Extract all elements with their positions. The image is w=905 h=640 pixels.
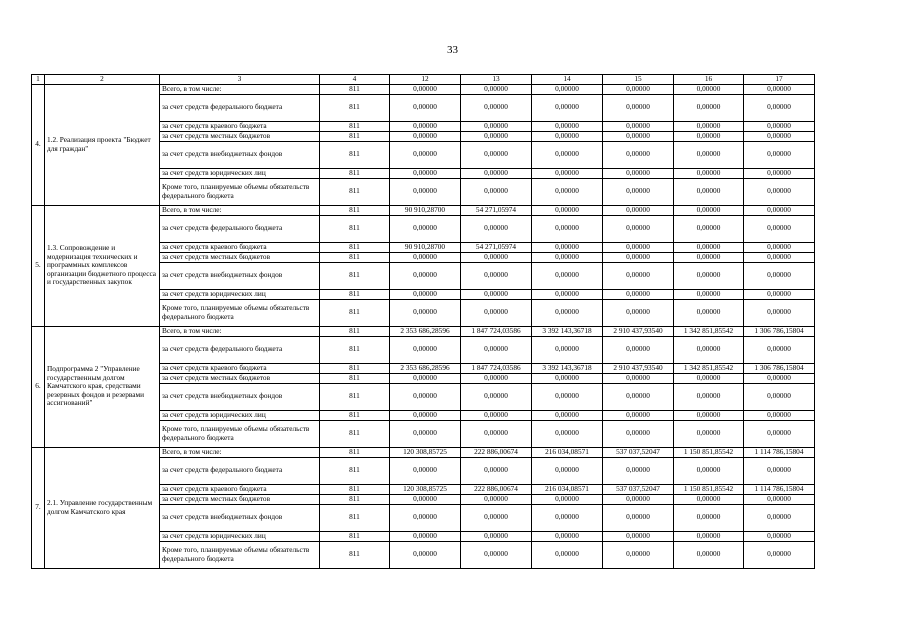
header-cell: 16 (674, 75, 744, 85)
budget-code: 811 (320, 363, 390, 373)
amount-cell: 0,00000 (532, 457, 603, 484)
amount-cell: 0,00000 (461, 494, 532, 504)
amount-cell: 0,00000 (532, 299, 603, 326)
amount-cell: 0,00000 (674, 215, 744, 242)
amount-cell: 537 037,52047 (603, 484, 674, 494)
funding-source: за счет средств юридических лиц (160, 410, 320, 420)
amount-cell: 0,00000 (674, 178, 744, 205)
amount-cell: 0,00000 (603, 94, 674, 121)
amount-cell: 0,00000 (744, 84, 815, 94)
amount-cell: 1 342 851,85542 (674, 326, 744, 336)
amount-cell: 0,00000 (461, 262, 532, 289)
page-number: 33 (447, 44, 458, 56)
budget-code: 811 (320, 121, 390, 131)
amount-cell: 0,00000 (390, 383, 461, 410)
funding-source: за счет средств внебюджетных фондов (160, 504, 320, 531)
budget-code: 811 (320, 178, 390, 205)
amount-cell: 0,00000 (674, 252, 744, 262)
amount-cell: 0,00000 (390, 178, 461, 205)
amount-cell: 0,00000 (532, 242, 603, 252)
funding-source: за счет средств краевого бюджета (160, 484, 320, 494)
amount-cell: 0,00000 (603, 373, 674, 383)
amount-cell: 1 114 786,15804 (744, 447, 815, 457)
amount-cell: 0,00000 (532, 141, 603, 168)
amount-cell: 0,00000 (744, 262, 815, 289)
budget-code: 811 (320, 205, 390, 215)
funding-source: за счет средств федерального бюджета (160, 336, 320, 363)
amount-cell: 0,00000 (674, 121, 744, 131)
amount-cell: 0,00000 (390, 262, 461, 289)
amount-cell: 0,00000 (603, 494, 674, 504)
budget-code: 811 (320, 383, 390, 410)
amount-cell: 0,00000 (390, 252, 461, 262)
amount-cell: 0,00000 (532, 504, 603, 531)
amount-cell: 2 910 437,93540 (603, 326, 674, 336)
amount-cell: 120 308,85725 (390, 447, 461, 457)
row-index: 5. (32, 205, 45, 326)
amount-cell: 0,00000 (744, 205, 815, 215)
header-cell: 2 (45, 75, 160, 85)
amount-cell: 0,00000 (744, 242, 815, 252)
amount-cell: 0,00000 (532, 541, 603, 568)
amount-cell: 0,00000 (674, 457, 744, 484)
amount-cell: 0,00000 (674, 383, 744, 410)
header-cell: 13 (461, 75, 532, 85)
budget-code: 811 (320, 141, 390, 168)
budget-code: 811 (320, 410, 390, 420)
amount-cell: 0,00000 (532, 289, 603, 299)
funding-source: за счет средств краевого бюджета (160, 121, 320, 131)
funding-source: за счет средств федерального бюджета (160, 94, 320, 121)
amount-cell: 0,00000 (744, 531, 815, 541)
budget-code: 811 (320, 504, 390, 531)
funding-source: за счет средств внебюджетных фондов (160, 262, 320, 289)
funding-source: Кроме того, планируемые объемы обязательств федерального бюджета (160, 541, 320, 568)
budget-code: 811 (320, 131, 390, 141)
amount-cell: 0,00000 (532, 531, 603, 541)
budget-code: 811 (320, 494, 390, 504)
budget-code: 811 (320, 541, 390, 568)
amount-cell: 0,00000 (390, 420, 461, 447)
amount-cell: 0,00000 (603, 178, 674, 205)
amount-cell: 0,00000 (461, 383, 532, 410)
amount-cell: 0,00000 (744, 373, 815, 383)
amount-cell: 0,00000 (390, 299, 461, 326)
amount-cell: 0,00000 (603, 262, 674, 289)
amount-cell: 0,00000 (461, 457, 532, 484)
amount-cell: 1 342 851,85542 (674, 363, 744, 373)
amount-cell: 120 308,85725 (390, 484, 461, 494)
amount-cell: 0,00000 (744, 121, 815, 131)
amount-cell: 0,00000 (461, 178, 532, 205)
amount-cell: 0,00000 (744, 420, 815, 447)
row-index: 7. (32, 447, 45, 568)
amount-cell: 0,00000 (390, 141, 461, 168)
amount-cell: 0,00000 (532, 252, 603, 262)
amount-cell: 1 847 724,03586 (461, 326, 532, 336)
amount-cell: 0,00000 (532, 494, 603, 504)
funding-source: за счет средств федерального бюджета (160, 457, 320, 484)
budget-code: 811 (320, 289, 390, 299)
amount-cell: 0,00000 (390, 336, 461, 363)
funding-source: за счет средств юридических лиц (160, 531, 320, 541)
budget-code: 811 (320, 531, 390, 541)
budget-code: 811 (320, 94, 390, 121)
amount-cell: 0,00000 (461, 252, 532, 262)
amount-cell: 0,00000 (532, 336, 603, 363)
amount-cell: 222 886,00674 (461, 447, 532, 457)
amount-cell: 0,00000 (603, 84, 674, 94)
table-row (32, 326, 815, 336)
amount-cell: 0,00000 (603, 131, 674, 141)
amount-cell: 0,00000 (532, 168, 603, 178)
amount-cell: 0,00000 (461, 410, 532, 420)
amount-cell: 54 271,05974 (461, 205, 532, 215)
amount-cell: 1 114 786,15804 (744, 484, 815, 494)
funding-source: за счет средств местных бюджетов (160, 131, 320, 141)
amount-cell: 0,00000 (744, 336, 815, 363)
amount-cell: 0,00000 (461, 121, 532, 131)
amount-cell: 0,00000 (461, 94, 532, 121)
amount-cell: 0,00000 (390, 373, 461, 383)
table-row (32, 447, 815, 457)
amount-cell: 1 847 724,03586 (461, 363, 532, 373)
amount-cell: 0,00000 (744, 383, 815, 410)
amount-cell: 0,00000 (461, 420, 532, 447)
header-row (32, 75, 815, 85)
amount-cell: 0,00000 (603, 252, 674, 262)
amount-cell: 0,00000 (390, 289, 461, 299)
program-name: 2.1. Управление государственным долгом Камчатского края (45, 447, 160, 568)
header-cell: 14 (532, 75, 603, 85)
amount-cell: 0,00000 (603, 457, 674, 484)
budget-code: 811 (320, 299, 390, 326)
funding-source: за счет средств местных бюджетов (160, 494, 320, 504)
funding-source: за счет средств краевого бюджета (160, 363, 320, 373)
funding-source: Кроме того, планируемые объемы обязательств федерального бюджета (160, 178, 320, 205)
amount-cell: 0,00000 (603, 336, 674, 363)
budget-code: 811 (320, 262, 390, 289)
budget-code: 811 (320, 420, 390, 447)
amount-cell: 0,00000 (744, 410, 815, 420)
amount-cell: 0,00000 (744, 178, 815, 205)
amount-cell: 90 910,28700 (390, 205, 461, 215)
budget-code: 811 (320, 252, 390, 262)
amount-cell: 0,00000 (532, 215, 603, 242)
amount-cell: 0,00000 (390, 94, 461, 121)
amount-cell: 0,00000 (390, 504, 461, 531)
funding-source: за счет средств юридических лиц (160, 289, 320, 299)
header-cell: 12 (390, 75, 461, 85)
amount-cell: 2 910 437,93540 (603, 363, 674, 373)
amount-cell: 0,00000 (390, 531, 461, 541)
amount-cell: 0,00000 (744, 541, 815, 568)
amount-cell: 0,00000 (461, 141, 532, 168)
amount-cell: 0,00000 (390, 494, 461, 504)
amount-cell: 0,00000 (674, 262, 744, 289)
amount-cell: 0,00000 (532, 121, 603, 131)
amount-cell: 0,00000 (390, 541, 461, 568)
header-cell: 17 (744, 75, 815, 85)
amount-cell: 2 353 686,28596 (390, 363, 461, 373)
amount-cell: 0,00000 (390, 410, 461, 420)
amount-cell: 1 306 786,15804 (744, 363, 815, 373)
amount-cell: 0,00000 (461, 541, 532, 568)
amount-cell: 0,00000 (744, 252, 815, 262)
budget-code: 811 (320, 457, 390, 484)
amount-cell: 0,00000 (674, 94, 744, 121)
row-index: 4. (32, 84, 45, 205)
amount-cell: 0,00000 (674, 410, 744, 420)
budget-code: 811 (320, 242, 390, 252)
amount-cell: 0,00000 (532, 410, 603, 420)
budget-code: 811 (320, 215, 390, 242)
amount-cell: 216 034,08571 (532, 447, 603, 457)
funding-source: Всего, в том числе: (160, 447, 320, 457)
budget-code: 811 (320, 84, 390, 94)
funding-source: Кроме того, планируемые объемы обязательств федерального бюджета (160, 299, 320, 326)
amount-cell: 0,00000 (603, 410, 674, 420)
amount-cell: 0,00000 (461, 373, 532, 383)
amount-cell: 0,00000 (390, 121, 461, 131)
amount-cell: 0,00000 (674, 420, 744, 447)
amount-cell: 0,00000 (674, 299, 744, 326)
amount-cell: 0,00000 (461, 299, 532, 326)
amount-cell: 0,00000 (674, 131, 744, 141)
amount-cell: 0,00000 (603, 121, 674, 131)
header-cell: 1 (32, 75, 45, 85)
table-row (32, 84, 815, 94)
row-index: 6. (32, 326, 45, 447)
funding-source: Всего, в том числе: (160, 326, 320, 336)
amount-cell: 3 392 143,36718 (532, 326, 603, 336)
amount-cell: 1 150 851,85542 (674, 484, 744, 494)
amount-cell: 0,00000 (674, 168, 744, 178)
amount-cell: 0,00000 (744, 504, 815, 531)
amount-cell: 0,00000 (744, 141, 815, 168)
amount-cell: 0,00000 (390, 131, 461, 141)
amount-cell: 216 034,08571 (532, 484, 603, 494)
amount-cell: 0,00000 (532, 373, 603, 383)
amount-cell: 0,00000 (603, 141, 674, 168)
amount-cell: 0,00000 (603, 205, 674, 215)
budget-code: 811 (320, 484, 390, 494)
amount-cell: 0,00000 (744, 131, 815, 141)
budget-table-body (32, 75, 815, 569)
header-cell: 3 (160, 75, 320, 85)
funding-source: за счет средств юридических лиц (160, 168, 320, 178)
funding-source: за счет средств местных бюджетов (160, 252, 320, 262)
amount-cell: 0,00000 (532, 420, 603, 447)
amount-cell: 0,00000 (461, 531, 532, 541)
funding-source: за счет средств краевого бюджета (160, 242, 320, 252)
amount-cell: 0,00000 (461, 289, 532, 299)
amount-cell: 0,00000 (744, 215, 815, 242)
amount-cell: 0,00000 (744, 494, 815, 504)
amount-cell: 0,00000 (674, 373, 744, 383)
funding-source: за счет средств федерального бюджета (160, 215, 320, 242)
amount-cell: 0,00000 (390, 168, 461, 178)
funding-source: Кроме того, планируемые объемы обязательств федерального бюджета (160, 420, 320, 447)
amount-cell: 3 392 143,36718 (532, 363, 603, 373)
budget-code: 811 (320, 326, 390, 336)
amount-cell: 222 886,00674 (461, 484, 532, 494)
amount-cell: 2 353 686,28596 (390, 326, 461, 336)
amount-cell: 0,00000 (674, 84, 744, 94)
amount-cell: 0,00000 (674, 541, 744, 568)
header-cell: 4 (320, 75, 390, 85)
amount-cell: 0,00000 (674, 289, 744, 299)
amount-cell: 0,00000 (603, 383, 674, 410)
amount-cell: 0,00000 (603, 242, 674, 252)
amount-cell: 0,00000 (461, 215, 532, 242)
funding-source: за счет средств внебюджетных фондов (160, 141, 320, 168)
funding-source: за счет средств внебюджетных фондов (160, 383, 320, 410)
amount-cell: 1 306 786,15804 (744, 326, 815, 336)
amount-cell: 0,00000 (744, 168, 815, 178)
amount-cell: 1 150 851,85542 (674, 447, 744, 457)
amount-cell: 0,00000 (532, 84, 603, 94)
amount-cell: 0,00000 (461, 131, 532, 141)
amount-cell: 0,00000 (461, 504, 532, 531)
amount-cell: 0,00000 (744, 299, 815, 326)
amount-cell: 0,00000 (744, 289, 815, 299)
amount-cell: 0,00000 (603, 541, 674, 568)
amount-cell: 0,00000 (744, 94, 815, 121)
program-name: 1.2. Реализация проекта "Бюджет для граждан" (45, 84, 160, 205)
amount-cell: 0,00000 (603, 531, 674, 541)
amount-cell: 0,00000 (603, 168, 674, 178)
funding-source: за счет средств местных бюджетов (160, 373, 320, 383)
amount-cell: 0,00000 (532, 205, 603, 215)
amount-cell: 0,00000 (461, 336, 532, 363)
amount-cell: 0,00000 (603, 289, 674, 299)
amount-cell: 0,00000 (674, 205, 744, 215)
amount-cell: 0,00000 (461, 84, 532, 94)
budget-table (31, 74, 815, 569)
amount-cell: 537 037,52047 (603, 447, 674, 457)
amount-cell: 0,00000 (674, 336, 744, 363)
program-name: 1.3. Сопровождение и модернизация технических и программных комплексов организации бюджетного процесса и государственных закупок (45, 205, 160, 326)
amount-cell: 0,00000 (390, 84, 461, 94)
amount-cell: 0,00000 (532, 94, 603, 121)
amount-cell: 0,00000 (674, 242, 744, 252)
funding-source: Всего, в том числе: (160, 84, 320, 94)
budget-code: 811 (320, 168, 390, 178)
amount-cell: 0,00000 (674, 141, 744, 168)
amount-cell: 0,00000 (532, 131, 603, 141)
amount-cell: 54 271,05974 (461, 242, 532, 252)
program-name: Подпрограмма 2 "Управление государственным долгом Камчатского края, средствами резервных фондов и резервами ассигнований" (45, 326, 160, 447)
amount-cell: 0,00000 (390, 215, 461, 242)
budget-code: 811 (320, 336, 390, 363)
amount-cell: 0,00000 (603, 299, 674, 326)
budget-code: 811 (320, 373, 390, 383)
amount-cell: 0,00000 (532, 262, 603, 289)
table-row (32, 205, 815, 215)
amount-cell: 0,00000 (532, 383, 603, 410)
amount-cell: 0,00000 (603, 420, 674, 447)
amount-cell: 0,00000 (390, 457, 461, 484)
amount-cell: 90 910,28700 (390, 242, 461, 252)
amount-cell: 0,00000 (674, 504, 744, 531)
amount-cell: 0,00000 (603, 215, 674, 242)
amount-cell: 0,00000 (744, 457, 815, 484)
amount-cell: 0,00000 (532, 178, 603, 205)
amount-cell: 0,00000 (603, 504, 674, 531)
header-cell: 15 (603, 75, 674, 85)
funding-source: Всего, в том числе: (160, 205, 320, 215)
amount-cell: 0,00000 (461, 168, 532, 178)
budget-code: 811 (320, 447, 390, 457)
amount-cell: 0,00000 (674, 531, 744, 541)
amount-cell: 0,00000 (674, 494, 744, 504)
